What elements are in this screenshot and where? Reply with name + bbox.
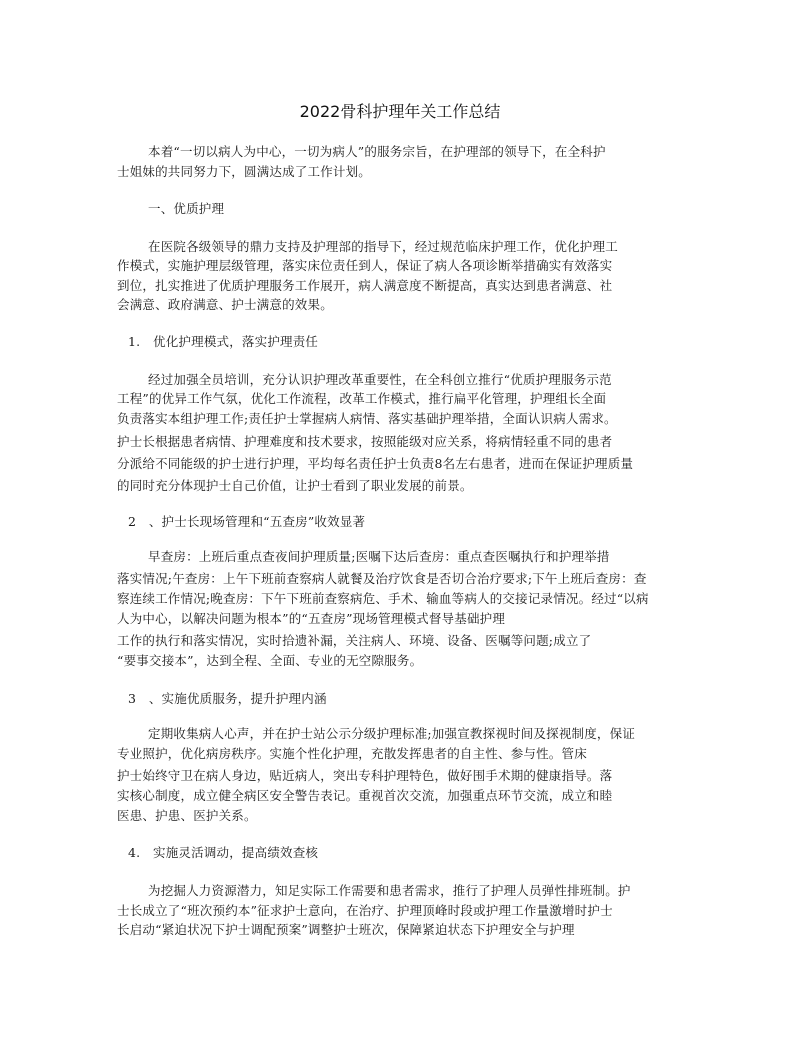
paragraph-line: “要事交接本”，达到全程、全面、专业的无空隙服务。 [117,653,423,668]
paragraph-line: 经过加强全员培训，充分认识护理改革重要性，在全科创立推行“优质护理服务示范 [148,372,612,387]
paragraph-line: 在医院各级领导的鼎力支持及护理部的指导下，经过规范临床护理工作，优化护理工 [148,239,618,254]
paragraph-line: 分派给不同能级的护士进行护理，平均每名责任护士负责8名左右患者，进而在保证护理质量 [117,456,634,471]
paragraph-line: 工程”的优异工作气氛，优化工作流程，改革工作模式，推行扁平化管理，护理组长全面 [117,391,607,406]
paragraph-line: 长启动“紧迫状况下护士调配预案”调整护士班次，保障紧迫状态下护理安全与护理 [117,922,575,937]
paragraph-line: 专业照护，优化病房秩序。实施个性化护理，充散发挥患者的自主性、参与性。管床 [117,746,587,761]
paragraph-line: 负责落实本组护理工作;责任护士掌握病人病情、落实基础护理举措，全面认识病人需求。 [117,411,617,426]
section-heading: 3 、实施优质服务，提升护理内涵 [128,691,327,706]
document-title: 2022骨科护理年关工作总结 [299,102,501,121]
paragraph-line: 护士长根据患者病情、护理难度和技术要求，按照能级对应关系，将病情轻重不同的患者 [117,434,613,449]
paragraph-line: 作模式，实施护理层级管理，落实床位责任到人，保证了病人各项诊断举措确实有效落实 [117,258,613,273]
paragraph-line: 士长成立了“班次预约本”征求护士意向，在治疗、护理顶峰时段或护理工作量激增时护士 [117,903,613,918]
paragraph-line: 为挖掘人力资源潜力，知足实际工作需要和患者需求，推行了护理人员弹性排班制。护 [148,883,631,898]
paragraph-line: 人为中心，以解决问题为根本”的“五查房”现场管理模式督导基础护理 [117,611,506,626]
paragraph-line: 实核心制度，成立健全病区安全警告表记。重视首次交流，加强重点环节交流，成立和睦 [117,788,613,803]
paragraph-line: 本着“一切以病人为中心，一切为病人”的服务宗旨，在护理部的领导下，在全科护 [148,144,606,159]
paragraph-line: 定期收集病人心声，并在护士站公示分级护理标准;加强宣教探视时间及探视制度，保证 [148,726,636,741]
paragraph-line: 护士始终守卫在病人身边，贴近病人，突出专科护理特色，做好围手术期的健康指导。落 [117,768,613,783]
paragraph-line: 士姐妹的共同努力下，圆满达成了工作计划。 [117,164,372,179]
paragraph-line: 会满意、政府满意、护士满意的效果。 [117,297,333,312]
section-heading: 一、优质护理 [148,201,225,216]
paragraph-line: 到位，扎实推进了优质护理服务工作展开，病人满意度不断提高，真实达到患者满意、社 [117,278,613,293]
paragraph-line: 的同时充分体现护士自己价值，让护士看到了职业发展的前景。 [117,478,473,493]
paragraph-line: 工作的执行和落实情况，实时拾遗补漏，关注病人、环境、设备、医嘱等问题;成立了 [117,633,592,648]
section-heading: 1. 优化护理模式，落实护理责任 [128,334,319,349]
paragraph-line: 察连续工作情况;晚查房：下午下班前查察病危、手术、输血等病人的交接记录情况。经过“以病 [117,591,649,606]
section-heading: 4. 实施灵活调动，提高绩效查核 [128,845,319,860]
paragraph-line: 早查房：上班后重点查夜间护理质量;医嘱下达后查房：重点查医嘱执行和护理举措 [148,549,610,564]
section-heading: 2 、护士长现场管理和“五查房”收效显著 [128,514,366,529]
paragraph-line: 医患、护患、医护关系。 [117,808,257,823]
paragraph-line: 落实情况;午查房：上午下班前查察病人就餐及治疗饮食是否切合治疗要求;下午上班后查房：查 [117,571,647,586]
